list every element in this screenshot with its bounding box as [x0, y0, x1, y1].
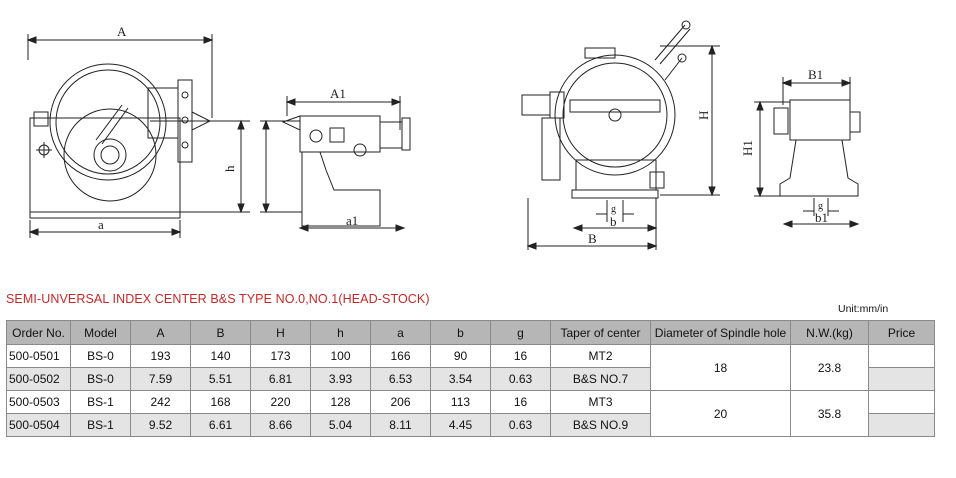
cell-b-upper: 6.61 — [191, 414, 251, 437]
cell-price — [869, 345, 935, 368]
cell-model: BS-1 — [71, 391, 131, 414]
label-B1: B1 — [808, 67, 824, 82]
cell-a-upper: 242 — [131, 391, 191, 414]
header-weight: N.W.(kg) — [791, 321, 869, 345]
label-H1: H1 — [740, 140, 755, 156]
label-a1: a1 — [346, 213, 359, 228]
cell-h-lower: 3.93 — [311, 368, 371, 391]
cell-order-no: 500-0504 — [7, 414, 71, 437]
cell-a-upper: 193 — [131, 345, 191, 368]
header-h-lower: h — [311, 321, 371, 345]
cell-h-lower: 100 — [311, 345, 371, 368]
label-A: A — [117, 24, 127, 39]
cell-a-lower: 166 — [371, 345, 431, 368]
end-view — [522, 21, 720, 250]
label-g-tail: g — [818, 201, 823, 212]
cell-price — [869, 368, 935, 391]
header-a-lower: a — [371, 321, 431, 345]
cell-order-no: 500-0503 — [7, 391, 71, 414]
cell-h-upper: 173 — [251, 345, 311, 368]
cell-spindle-hole: 18 — [651, 345, 791, 391]
header-spindle-hole: Diameter of Spindle hole — [651, 321, 791, 345]
cell-h-upper: 8.66 — [251, 414, 311, 437]
table-row — [7, 391, 935, 414]
cell-weight: 23.8 — [791, 345, 869, 391]
cell-order-no: 500-0501 — [7, 345, 71, 368]
cell-a-lower: 8.11 — [371, 414, 431, 437]
table-header-row — [7, 321, 935, 345]
cell-taper: MT2 — [551, 345, 651, 368]
cell-h-upper: 6.81 — [251, 368, 311, 391]
tailstock-view — [260, 96, 410, 231]
cell-b-lower: 90 — [431, 345, 491, 368]
header-a-upper: A — [131, 321, 191, 345]
label-h: h — [222, 165, 237, 172]
cell-model: BS-0 — [71, 345, 131, 368]
cell-h-upper: 220 — [251, 391, 311, 414]
cell-h-lower: 5.04 — [311, 414, 371, 437]
cell-taper: B&S NO.9 — [551, 414, 651, 437]
cell-b-lower: 113 — [431, 391, 491, 414]
label-a: a — [98, 217, 104, 232]
cell-g: 16 — [491, 345, 551, 368]
cell-model: BS-1 — [71, 414, 131, 437]
cell-b-upper: 168 — [191, 391, 251, 414]
cell-b-lower: 3.54 — [431, 368, 491, 391]
label-A1: A1 — [330, 86, 346, 101]
cell-a-upper: 9.52 — [131, 414, 191, 437]
header-g: g — [491, 321, 551, 345]
cell-price — [869, 414, 935, 437]
cell-g: 0.63 — [491, 368, 551, 391]
label-b: b — [610, 214, 617, 229]
cell-order-no: 500-0502 — [7, 368, 71, 391]
header-b-upper: B — [191, 321, 251, 345]
header-b-lower: b — [431, 321, 491, 345]
cell-h-lower: 128 — [311, 391, 371, 414]
header-h-upper: H — [251, 321, 311, 345]
unit-label: Unit:mm/in — [838, 303, 889, 315]
cell-g: 0.63 — [491, 414, 551, 437]
cell-a-upper: 7.59 — [131, 368, 191, 391]
header-taper: Taper of center — [551, 321, 651, 345]
header-order-no: Order No. — [7, 321, 71, 345]
cell-b-upper: 140 — [191, 345, 251, 368]
table-row — [7, 345, 935, 368]
label-H: H — [696, 110, 711, 120]
cell-b-upper: 5.51 — [191, 368, 251, 391]
label-B: B — [588, 231, 597, 246]
cell-spindle-hole: 20 — [651, 391, 791, 437]
cell-b-lower: 4.45 — [431, 414, 491, 437]
product-title: SEMI-UNVERSAL INDEX CENTER B&S TYPE NO.0,NO.1(HEAD-STOCK) — [6, 292, 430, 306]
header-price: Price — [869, 321, 935, 345]
cell-a-lower: 6.53 — [371, 368, 431, 391]
cell-taper: MT3 — [551, 391, 651, 414]
header-model: Model — [71, 321, 131, 345]
tailstock-end-view — [754, 77, 860, 227]
cell-weight: 35.8 — [791, 391, 869, 437]
cell-price — [869, 391, 935, 414]
cell-model: BS-0 — [71, 368, 131, 391]
cell-g: 16 — [491, 391, 551, 414]
spec-table — [6, 320, 935, 437]
front-view — [28, 34, 250, 238]
label-g: g — [611, 204, 616, 215]
label-b1: b1 — [815, 210, 828, 225]
cell-taper: B&S NO.7 — [551, 368, 651, 391]
cell-a-lower: 206 — [371, 391, 431, 414]
